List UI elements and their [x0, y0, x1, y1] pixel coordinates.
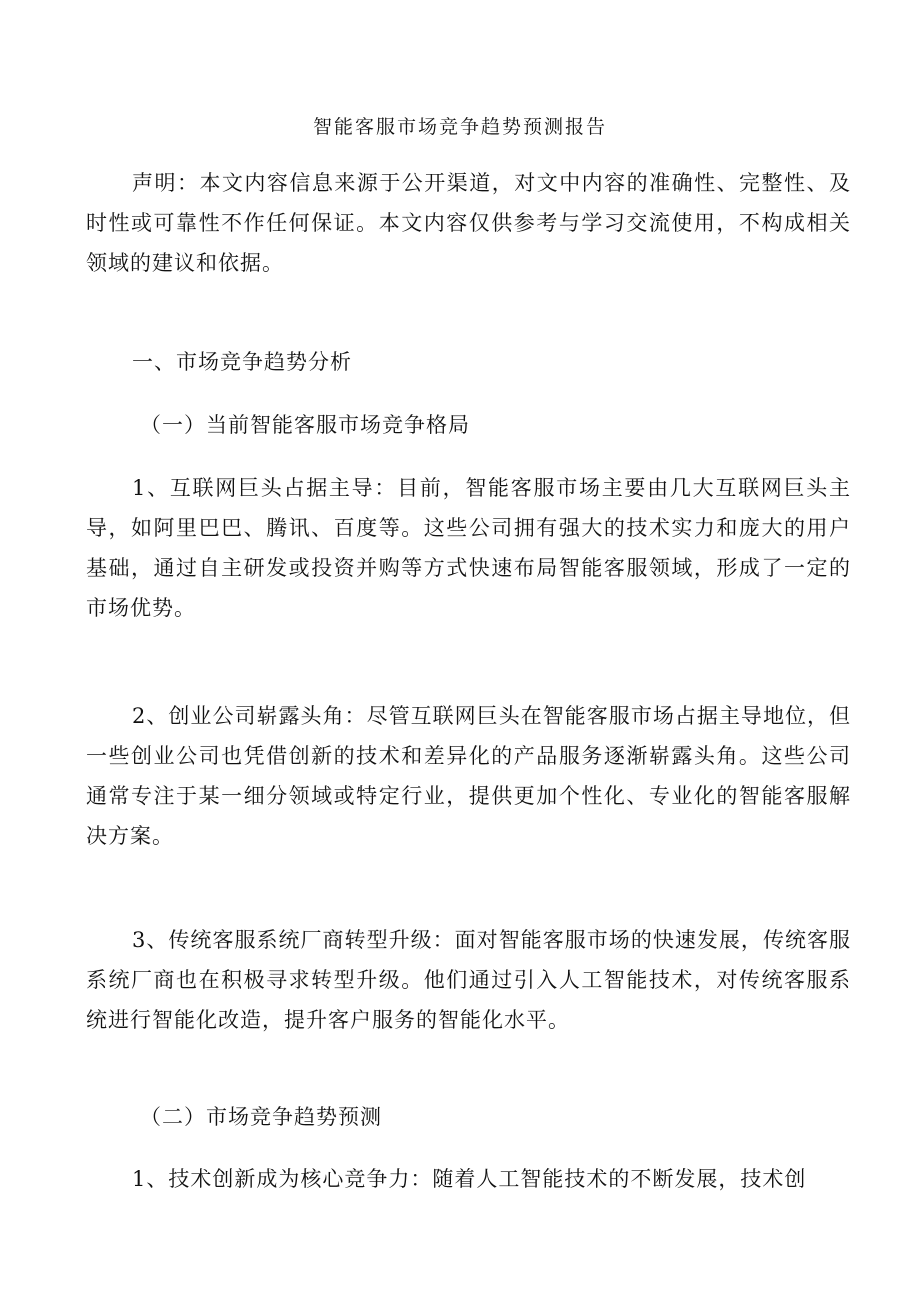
subsection-heading: （一）当前智能客服市场竞争格局 [140, 413, 470, 437]
document-title: 智能客服市场竞争趋势预测报告 [312, 116, 607, 138]
disclaimer-paragraph: 声明：本文内容信息来源于公开渠道，对文中内容的准确性、完整性、及时性或可靠性不作任何保证。本文内容仅供参考与学习交流使用，不构成相关领域的建议和依据。 [86, 171, 851, 275]
list-item-paragraph: 2、创业公司崭露头角：尽管互联网巨头在智能客服市场占据主导地位，但一些创业公司也凭借创新的技术和差异化的产品服务逐渐崭露头角。这些公司通常专注于某一细分领域或特定行业，提供更加个性化、专业化的智能客服解决方案。 [86, 704, 851, 848]
section-heading: 一、市场竞争趋势分析 [132, 350, 352, 374]
list-item-paragraph: 3、传统客服系统厂商转型升级：面对智能客服市场的快速发展，传统客服系统厂商也在积极寻求转型升级。他们通过引入人工智能技术，对传统客服系统进行智能化改造，提升客户服务的智能化水平。 [86, 928, 851, 1032]
list-item-paragraph: 1、技术创新成为核心竞争力：随着人工智能技术的不断发展，技术创 [132, 1167, 807, 1191]
list-item-paragraph: 1、互联网巨头占据主导：目前，智能客服市场主要由几大互联网巨头主导，如阿里巴巴、腾讯、百度等。这些公司拥有强大的技术实力和庞大的用户基础，通过自主研发或投资并购等方式快速布局智能客服领域，形成了一定的市场优势。 [86, 476, 851, 620]
subsection-heading: （二）市场竞争趋势预测 [140, 1105, 382, 1129]
